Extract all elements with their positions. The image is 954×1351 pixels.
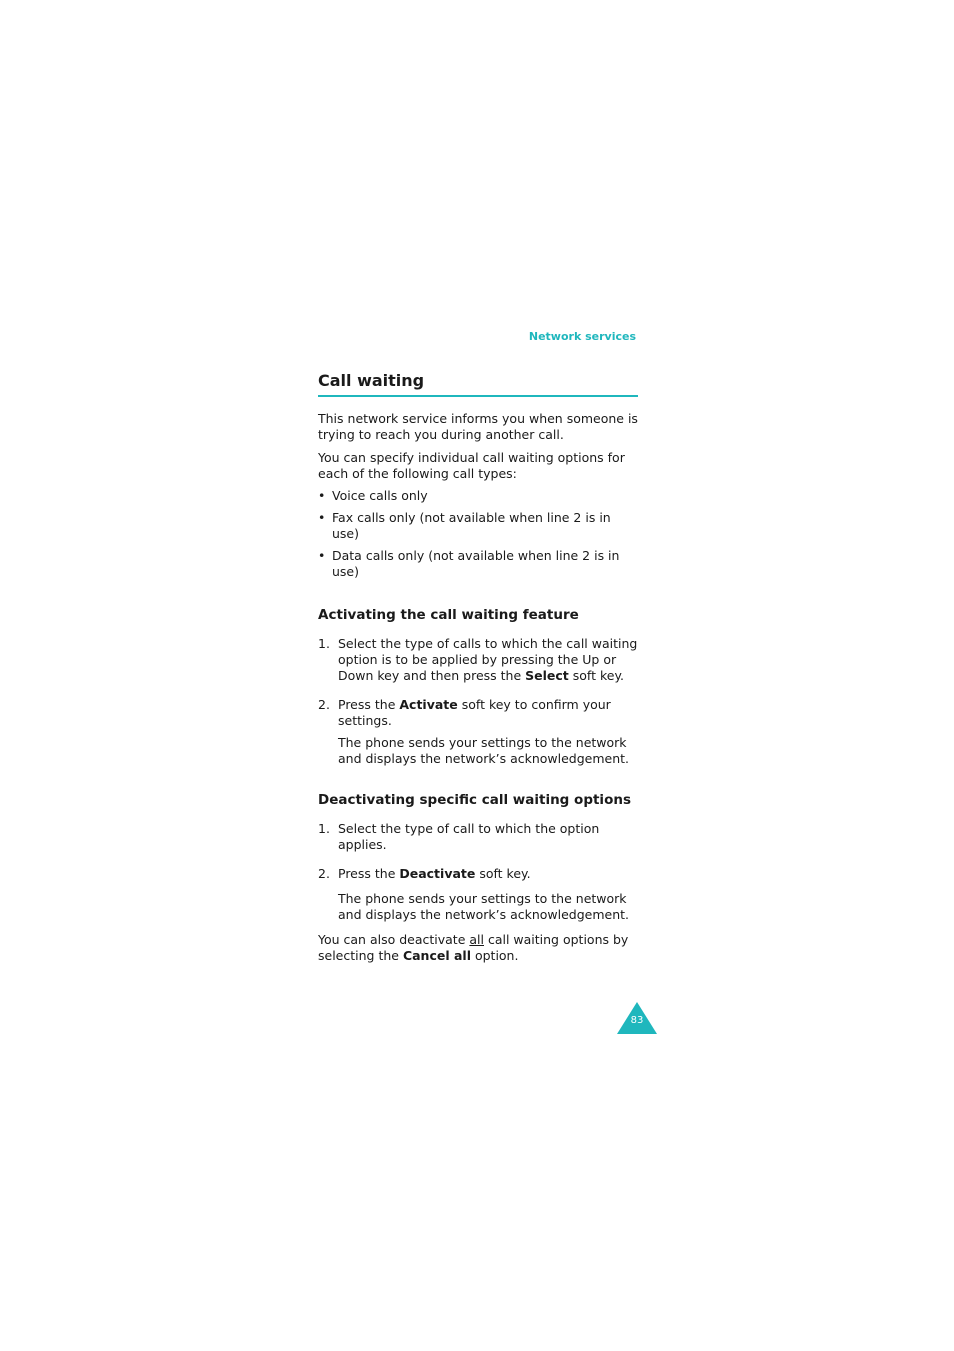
page-number: 83 <box>630 1015 644 1026</box>
step-item <box>318 636 638 684</box>
page-number-marker <box>617 1002 657 1034</box>
step-text: soft key to confirm your settings. <box>338 697 611 728</box>
intro-paragraph: This network service informs you when someone is trying to reach you during another call. <box>318 411 638 442</box>
list-item <box>318 488 638 504</box>
list-item <box>318 548 638 580</box>
soft-key-name: Activate <box>399 697 458 712</box>
step-note: The phone sends your settings to the network and displays the network’s acknowledgement. <box>338 891 630 922</box>
step-text: Press the <box>338 866 400 881</box>
step-item <box>318 866 638 923</box>
step-item <box>318 697 638 767</box>
page-content <box>318 371 638 964</box>
list-item <box>318 510 638 542</box>
option-name: Cancel all <box>402 948 471 963</box>
page-title: Call waiting <box>318 371 638 397</box>
closing-text: You can also deactivate <box>318 932 470 947</box>
step-number: 2. <box>318 697 330 712</box>
step-text: soft key. <box>568 668 625 683</box>
step-text: soft key. <box>475 866 531 881</box>
closing-text: call waiting options by selecting the <box>318 932 629 963</box>
step-text: Press the <box>338 697 400 712</box>
step-text: Select the type of call to which the option applies. <box>338 821 600 852</box>
deactivate-steps <box>318 821 638 923</box>
soft-key-name: Select <box>525 668 569 683</box>
underlined-word: all <box>469 932 484 947</box>
activate-steps <box>318 636 638 767</box>
step-number: 1. <box>318 636 330 651</box>
list-item-text: Data calls only (not available when line 2 is in use) <box>332 548 620 579</box>
closing-text: option. <box>470 948 519 963</box>
deactivate-heading: Deactivating specific call waiting options <box>318 792 631 808</box>
section-header: Network services <box>528 330 636 343</box>
step-number: 1. <box>318 821 330 836</box>
bullet-icon: • <box>318 488 326 503</box>
closing-paragraph <box>318 932 638 964</box>
soft-key-name: Deactivate <box>399 866 476 881</box>
list-item-text: Voice calls only <box>332 488 428 503</box>
step-number: 2. <box>318 866 330 881</box>
intro-paragraph: You can specify individual call waiting options for each of the following call types: <box>318 450 625 481</box>
call-type-list <box>318 488 638 580</box>
activate-heading: Activating the call waiting feature <box>318 607 579 623</box>
list-item-text: Fax calls only (not available when line 2 is in use) <box>332 510 611 541</box>
bullet-icon: • <box>318 510 326 525</box>
step-item <box>318 821 638 853</box>
step-text: Select the type of calls to which the call waiting option is to be applied by pressing the Up or Down key and then press the <box>338 636 638 683</box>
step-note: The phone sends your settings to the network and displays the network’s acknowledgement. <box>338 735 630 766</box>
bullet-icon: • <box>318 548 326 563</box>
